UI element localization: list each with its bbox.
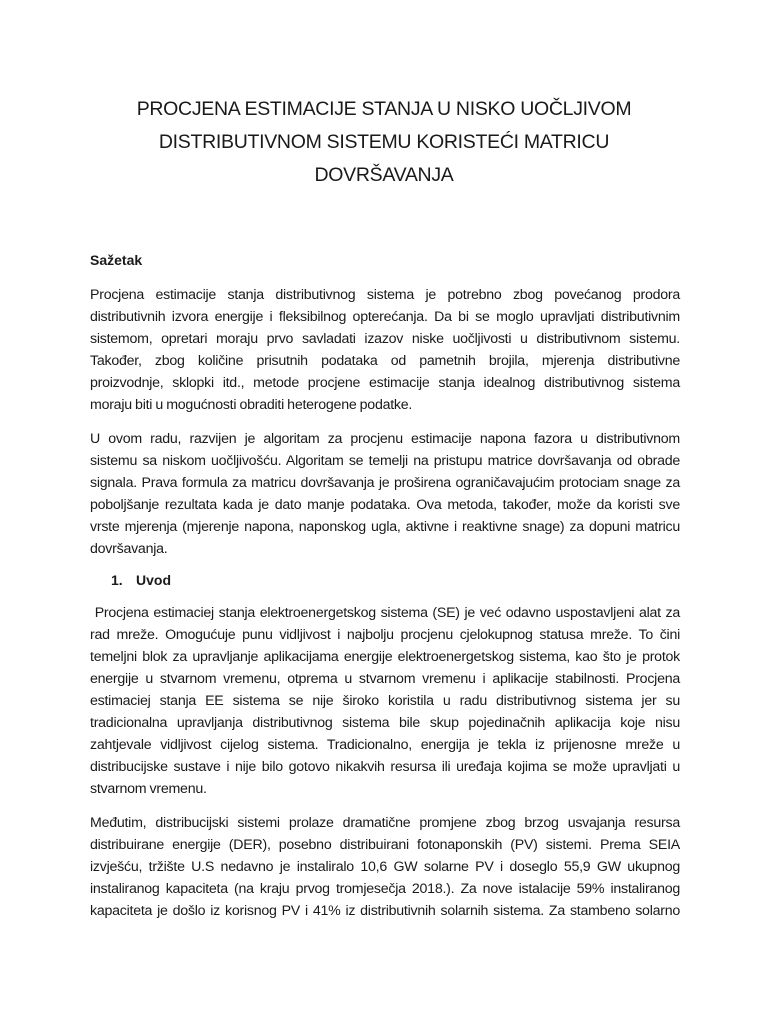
text-line: distribucijske sustave i nije bilo gotovo nikakvih resursa ili uređaja kojima se može upravljati u xyxy=(90,759,680,775)
text-line: kapaciteta je došlo iz korisnog PV i 41% iz distributivnih solarnih sistema. Za stambeno solarno xyxy=(90,903,680,919)
intro-paragraph-2 xyxy=(90,812,680,922)
title-line: DISTRIBUTIVNOM SISTEMU KORISTEĆI MATRICU xyxy=(158,131,610,153)
title-line: DOVRŠAVANJA xyxy=(314,164,454,186)
section-title: Uvod xyxy=(136,572,171,588)
text-line: distribuirane energije (DER), posebno distribuirani fotonaponskih (PV) sistemi. Prema SEIA xyxy=(90,837,680,853)
text-line: izvješću, tržište U.S nedavno je instaliralo 10,6 GW solarne PV i doseglo 55,9 GW ukupnog xyxy=(90,859,680,875)
text-line: poboljšanje rezultata kada je dato manje podataka. Ova metoda, također, može da koristi sve xyxy=(90,497,680,513)
text-line: estimaciej stanja EE sistema se nije široko koristila u radu distributivnog sistema jer su xyxy=(90,693,680,709)
text-line: temeljni blok za upravljanje aplikacijama energije elektroenergetskog sistema, kao što je protok xyxy=(90,649,680,665)
text-line: Također, zbog količine prisutnih podataka od pametnih brojila, mjerenja distributivne xyxy=(90,353,680,369)
intro-paragraph-1 xyxy=(90,602,680,800)
text-line: proizvodnje, sklopki itd., metode procjene estimacije stanja idealnog distributivnog sistema xyxy=(90,375,680,391)
text-line: zahtjevale vidljivost cijelog sistema. Tradicionalno, energija je tekla iz prijenosne mreže u xyxy=(90,737,680,753)
text-line: distributivnih izvora energije i fleksibilnog opterećanja. Da bi se moglo upravljati distributivnim xyxy=(90,309,680,325)
text-line: Procjena estimacije stanja distributivnog sistema je potrebno zbog povećanog prodora xyxy=(90,287,680,303)
text-line: sistemom, opretari moraju prvo savladati izazov niske uočljivosti u distributivnom sistemu. xyxy=(90,331,680,347)
abstract-heading: Sažetak xyxy=(90,252,143,268)
text-line: instaliranog kapaciteta (na kraju prvog tromjesečja 2018.). Za nove istalacije 59% instaliranog xyxy=(90,881,680,897)
text-line: rad mreže. Omogućuje punu vidljivost i najbolju procjenu cjelokupnog statusa mreže. To čini xyxy=(90,627,680,643)
text-line: dovršavanja. xyxy=(90,541,168,557)
paper-title xyxy=(80,93,688,192)
text-line: Procjena estimaciej stanja elektroenergetskog sistema (SE) je već odavno uspostavljeni alat za xyxy=(90,605,680,621)
text-line: tradicionalna upravljanja distributivnog sistema bile skup pojedinačnih aplikacija koje nisu xyxy=(90,715,680,731)
section-number: 1. xyxy=(111,572,123,588)
text-line: vrste mjerenja (mjerenje napona, naponskog ugla, aktivne i reaktivne snage) za dopuni matricu xyxy=(90,519,680,535)
text-line: signala. Prava formula za matricu dovršavanja je proširena ograničavajućim protociam snage za xyxy=(90,475,680,491)
text-line: Međutim, distribucijski sistemi prolaze dramatične promjene zbog brzog usvajanja resursa xyxy=(90,815,680,831)
text-line: moraju biti u mogućnosti obraditi heterogene podatke. xyxy=(90,397,413,413)
text-line: energije u stvarnom vremenu, otprema u stvarnom vremenu i aplikacije stabilnosti. Procjena xyxy=(90,671,680,687)
text-line: U ovom radu, razvijen je algoritam za procjenu estimacije napona fazora u distributivnom xyxy=(90,431,680,447)
title-line: PROCJENA ESTIMACIJE STANJA U NISKO UOČLJIVOM xyxy=(136,98,632,120)
text-line: sistemu sa niskom uočljivošću. Algoritam se temelji na pristupu matrice dovršavanja od obrade xyxy=(90,453,680,469)
abstract-paragraph-1 xyxy=(90,284,680,416)
abstract-paragraph-2 xyxy=(90,428,680,560)
section-heading-intro xyxy=(111,572,171,588)
text-line: stvarnom vremenu. xyxy=(90,781,207,797)
